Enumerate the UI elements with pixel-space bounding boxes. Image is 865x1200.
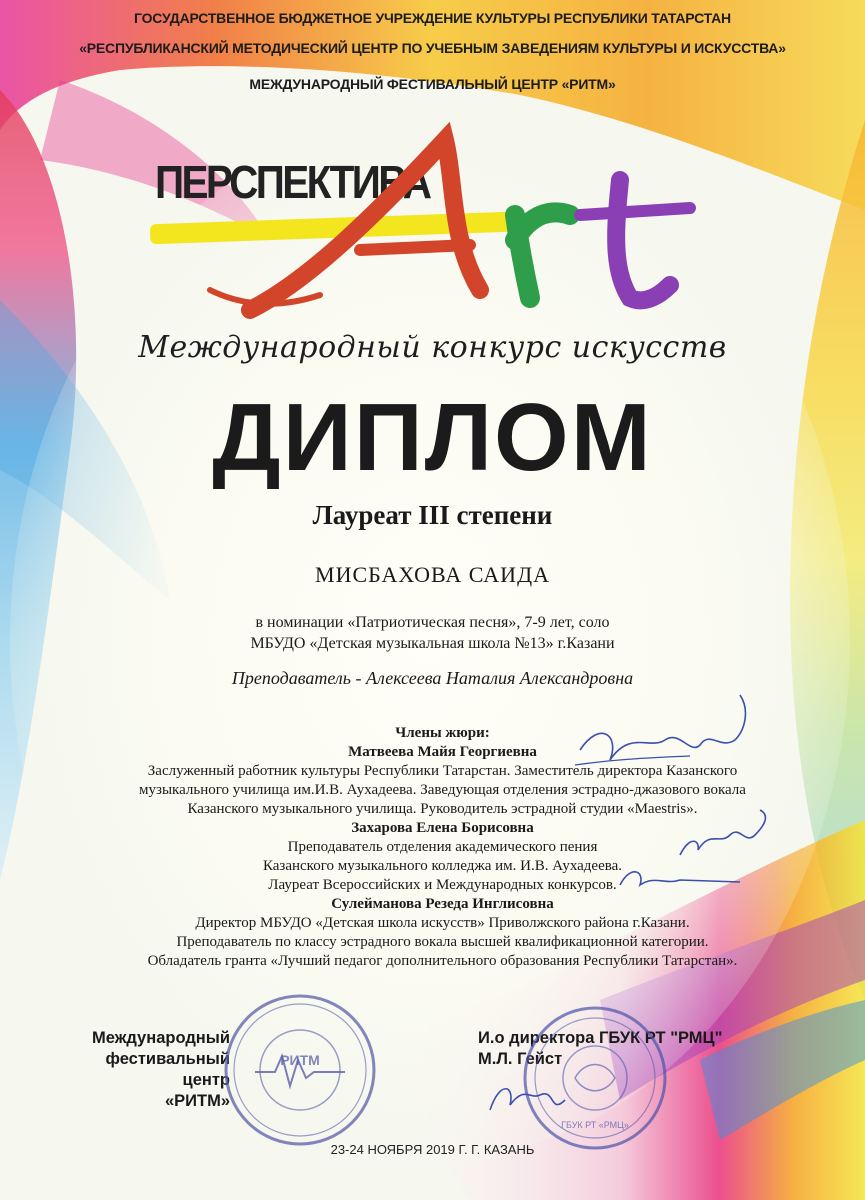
jury-member-name: Сулейманова Резеда Инглисовна (331, 896, 554, 912)
footer-right-line: И.о директора ГБУК РТ "РМЦ" (478, 1029, 723, 1047)
jury-member-line: Лауреат Всероссийских и Международных конкурсов. (268, 877, 617, 893)
contest-title: Международный конкурс искусств (138, 330, 727, 365)
footer-right-line: М.Л. Гейст (478, 1050, 563, 1068)
jury-member-line: музыкального училища им.И.В. Аухадеева. Заведующая отделения эстрадно-джазового вокала (139, 782, 746, 798)
logo-word: ПЕРСПЕКТИВА (155, 156, 430, 208)
jury-member-line: Казанского музыкального училища. Руководитель эстрадной студии «Maestris». (187, 801, 698, 817)
art-logo-graphic (150, 120, 710, 320)
jury-member-line: Казанского музыкального колледжа им. И.В. Аухадеева. (262, 858, 623, 874)
jury-member-line: Преподаватель по классу эстрадного вокала высшей квалификационной категории. (176, 934, 709, 950)
jury-signatures (570, 690, 770, 900)
jury-member-name: Матвеева Майя Георгиевна (348, 744, 537, 760)
footer-left-line: «РИТМ» (164, 1092, 230, 1110)
right-seal-stamp (470, 1000, 720, 1160)
header-line-1: ГОСУДАРСТВЕННОЕ БЮДЖЕТНОЕ УЧРЕЖДЕНИЕ КУЛЬТУРЫ РЕСПУБЛИКИ ТАТАРСТАН (134, 10, 731, 26)
jury-member-line: Заслуженный работник культуры Республики Татарстан. Заместитель директора Казанского (147, 763, 738, 779)
jury-member-name: Захарова Елена Борисовна (351, 820, 534, 836)
participant-name: МИСБАХОВА САИДА (315, 562, 550, 587)
document-title: ДИПЛОМ (212, 384, 653, 491)
left-seal-stamp (220, 990, 380, 1150)
school-line: МБУДО «Детская музыкальная школа №13» г.Казани (250, 635, 615, 652)
header-line-3: МЕЖДУНАРОДНЫЙ ФЕСТИВАЛЬНЫЙ ЦЕНТР «РИТМ» (249, 76, 616, 92)
jury-heading: Члены жюри: (395, 725, 490, 741)
nomination-line: в номинации «Патриотическая песня», 7-9 лет, соло (255, 614, 610, 631)
header-line-2: «РЕСПУБЛИКАНСКИЙ МЕТОДИЧЕСКИЙ ЦЕНТР ПО УЧЕБНЫМ ЗАВЕДЕНИЯМ КУЛЬТУРЫ И ИСКУССТВА» (79, 40, 786, 56)
jury-member-line: Обладатель гранта «Лучший педагог дополнительного образования Республики Татарстан». (147, 953, 738, 969)
teacher-line: Преподаватель - Алексеева Наталия Александровна (231, 668, 634, 688)
degree: Лауреат III степени (312, 500, 553, 530)
jury-member-line: Директор МБУДО «Детская школа искусств» Приволжского района г.Казани. (195, 915, 690, 931)
left-seal-center-text: РИТМ (280, 1052, 320, 1068)
footer-date: 23-24 НОЯБРЯ 2019 Г. Г. КАЗАНЬ (330, 1142, 535, 1157)
footer-left-line: фестивальный центр (105, 1050, 230, 1089)
jury-member-line: Преподаватель отделения академического пения (287, 839, 598, 855)
footer-left-org (60, 1028, 230, 1112)
right-seal-center-text: ГБУК РТ «РМЦ» (561, 1120, 629, 1130)
footer-left-line: Международный (91, 1029, 230, 1047)
